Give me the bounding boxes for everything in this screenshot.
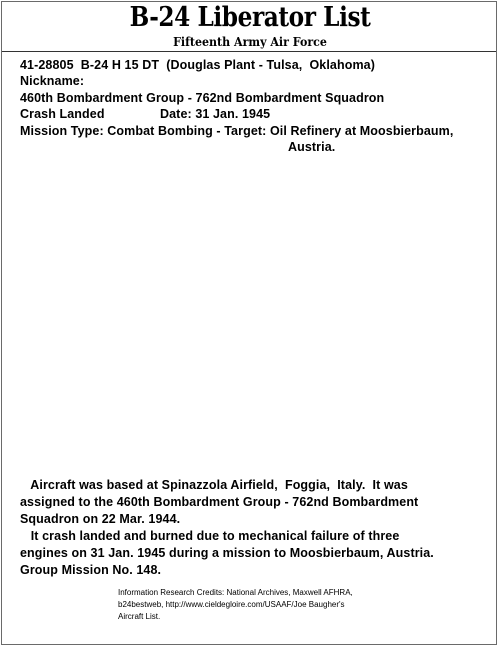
history-paragraph-1-line-3: Squadron on 22 Mar. 1944. [20,512,181,526]
serial-line: 41-28805 B-24 H 15 DT (Douglas Plant - Tulsa, Oklahoma) [20,58,375,72]
history-paragraph-1-line-2: assigned to the 460th Bombardment Group - 762nd Bombardment [20,495,419,509]
history-paragraph-2-line-3: Group Mission No. 148. [20,563,162,577]
date-text: Date: 31 Jan. 1945 [160,107,271,121]
credits-line-1: Information Research Credits: National Archives, Maxwell AFHRA, [118,588,353,597]
header-divider [2,51,496,52]
status-text: Crash Landed [20,107,105,121]
nickname-label: Nickname: [20,74,85,88]
page-title: B-24 Liberator List [129,2,371,33]
mission-line: Mission Type: Combat Bombing - Target: Oil Refinery at Moosbierbaum, [20,124,454,138]
unit-line: 460th Bombardment Group - 762nd Bombardment Squadron [20,91,385,105]
history-paragraph-2-line-2: engines on 31 Jan. 1945 during a mission to Moosbierbaum, Austria. [20,546,434,560]
history-paragraph-1-line-1: Aircraft was based at Spinazzola Airfield, Foggia, Italy. It was [20,478,408,492]
page-subtitle: Fifteenth Army Air Force [173,35,327,49]
history-paragraph-2-line-1: It crash landed and burned due to mechanical failure of three [20,529,400,543]
credits-line-3: Aircraft List. [118,612,161,621]
credits-line-2: b24bestweb, http://www.cieldegloire.com/USAAF/Joe Baugher's [118,600,345,609]
mission-line-continued: Austria. [288,140,336,154]
